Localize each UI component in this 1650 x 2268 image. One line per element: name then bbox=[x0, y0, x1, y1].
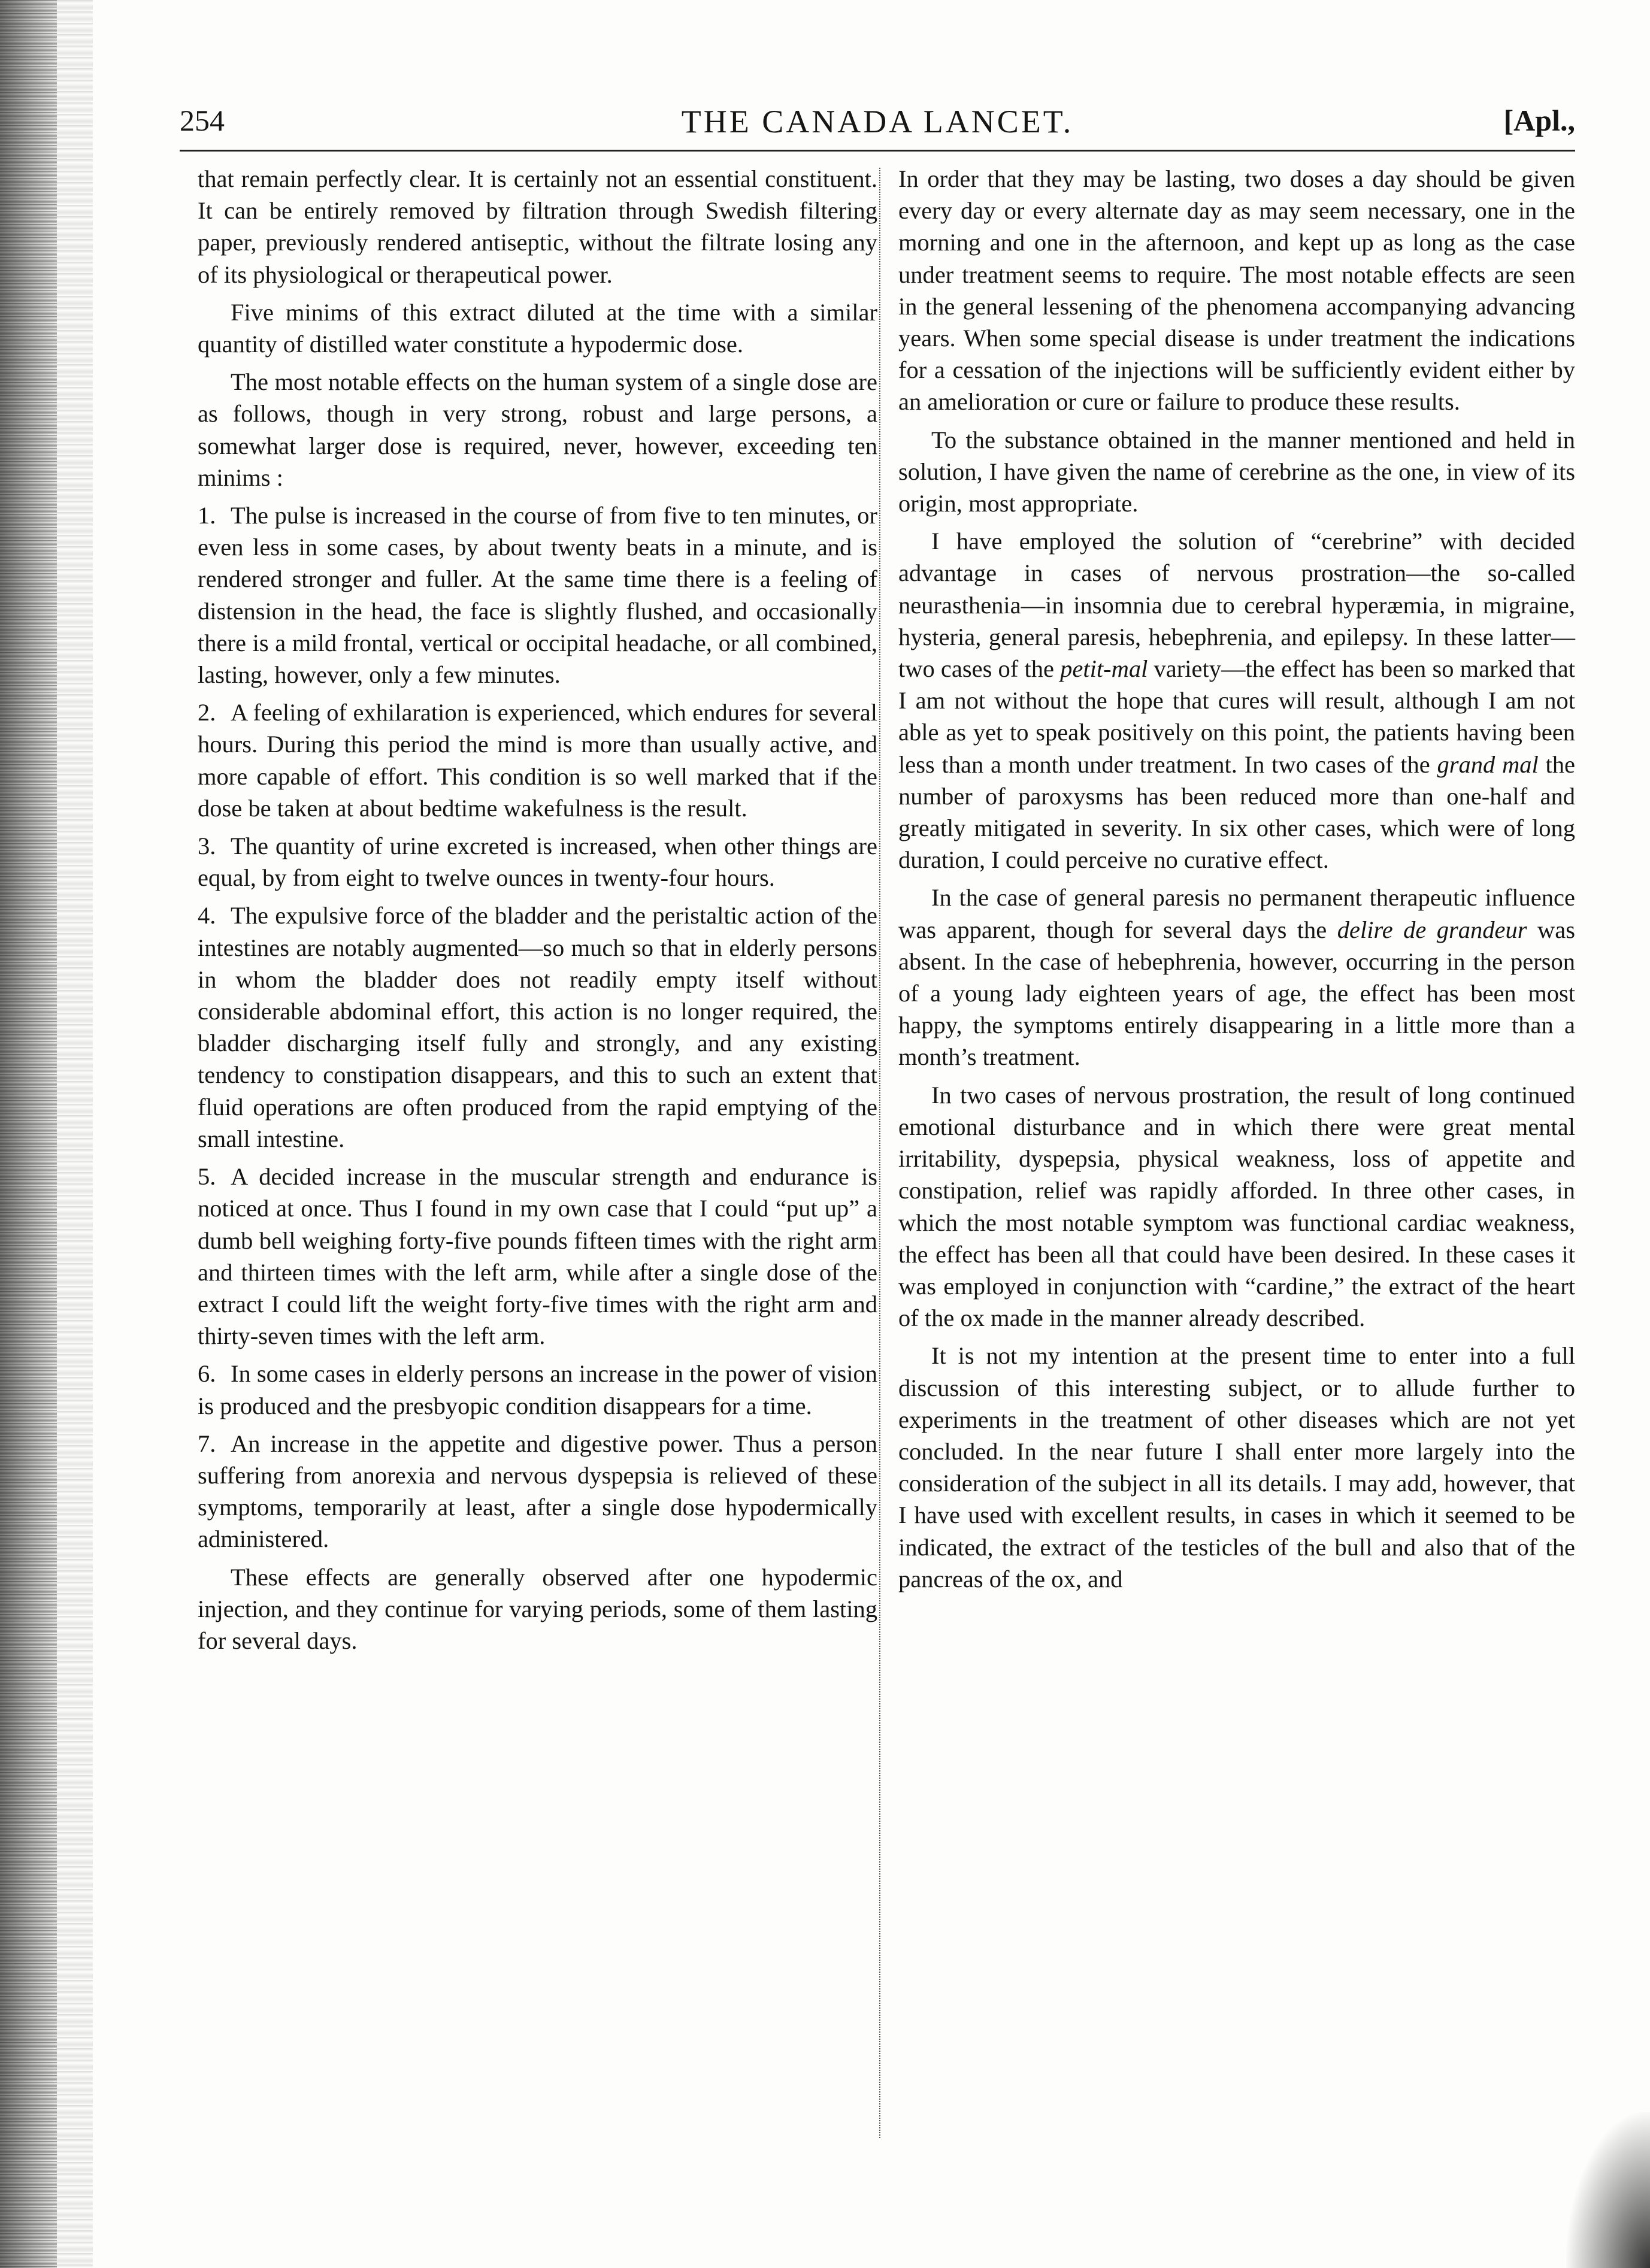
text-run: In the case of general paresis no permanent therapeutic influence was apparent, though for several days the bbox=[898, 884, 1575, 943]
text-run: was absent. In the case of hebephrenia, however, occurring in the person of a young lady eighteen years of age, the effect has been most happy, the symptoms entirely disappearing in a little more than a month’s treatment. bbox=[898, 916, 1575, 1071]
item-number: 7. bbox=[198, 1430, 216, 1457]
text-run: I have employed the solution of “cerebrine” with decided advantage in cases of nervous prostration—the so-called neurasthenia—in insomnia due to cerebral hyperæmia, in migraine, hysteria, general paresis, hebephrenia, and epilepsy. In these latter—two cases of the bbox=[898, 528, 1575, 683]
italic-term: grand mal bbox=[1437, 750, 1539, 778]
list-item bbox=[198, 1428, 877, 1555]
item-text: An increase in the appetite and digestive power. Thus a person suffering from anorexia and nervous dyspepsia is relieved of these symptoms, temporarily at least, after a single dose hypodermically administered. bbox=[198, 1430, 877, 1553]
item-number: 2. bbox=[198, 699, 216, 726]
column-divider bbox=[879, 168, 880, 2138]
item-number: 3. bbox=[198, 832, 216, 860]
item-text: The quantity of urine excreted is increased, when other things are equal, by from eight to twelve ounces in twenty-four hours. bbox=[198, 832, 877, 892]
list-item bbox=[198, 697, 877, 824]
journal-title: THE CANADA LANCET. bbox=[681, 104, 1074, 140]
issue-label: [Apl., bbox=[1503, 104, 1575, 137]
paragraph: that remain perfectly clear. It is certainly not an essential constituent. It can be entirely removed by filtration through Swedish filtering paper, previously rendered antiseptic, without the filtrate losing any of its physiological or therapeutical power. bbox=[198, 165, 877, 288]
paragraph bbox=[898, 525, 1575, 876]
item-text: A feeling of exhilaration is experienced, which endures for several hours. During this period the mind is more than usually active, and more capable of effort. This condition is so well marked that if the dose be taken at about bedtime wakefulness is the result. bbox=[198, 699, 877, 822]
item-number: 1. bbox=[198, 502, 216, 529]
item-number: 4. bbox=[198, 902, 216, 929]
paragraph: Five minims of this extract diluted at the time with a similar quantity of distilled water constitute a hypodermic dose. bbox=[198, 298, 877, 358]
item-number: 5. bbox=[198, 1163, 216, 1191]
left-column bbox=[198, 163, 877, 1663]
item-number: 6. bbox=[198, 1360, 216, 1388]
binding-edge-texture bbox=[57, 0, 93, 2268]
paragraph: It is not my intention at the present time to enter into a full discussion of this interesting subject, or to allude further to experiments in the treatment of other diseases which are not yet concluded. In the near future I shall enter more largely into the consideration of the subject in all its details. I may add, however, that I have used with excellent results, in cases in which it seemed to be indicated, the extract of the testicles of the bull and also that of the pancreas of the ox, and bbox=[898, 1342, 1575, 1592]
list-item bbox=[198, 1358, 877, 1421]
item-text: The expulsive force of the bladder and the peristaltic action of the intestines are notably augmented—so much so that in elderly persons in whom the bladder does not readily empty itself without considerable abdominal effort, this action is no longer required, the bladder discharging itself fully and strongly, and any existing tendency to constipation disappears, and this to such an extent that fluid operations are often produced from the rapid emptying of the small intestine. bbox=[198, 902, 877, 1152]
paragraph bbox=[898, 882, 1575, 1073]
paragraph: To the substance obtained in the manner mentioned and held in solution, I have given the name of cerebrine as the one, in view of its origin, most appropriate. bbox=[898, 426, 1575, 517]
paragraph: These effects are generally observed after one hypodermic injection, and they continue for varying periods, some of them lasting for several days. bbox=[198, 1563, 877, 1654]
binding-edge-shadow bbox=[0, 0, 57, 2268]
text-run: the number of paroxysms has been reduced more than one-half and greatly mitigated in severity. In six other cases, which were of long duration, I could perceive no curative effect. bbox=[898, 750, 1575, 874]
header-rule bbox=[180, 150, 1575, 152]
list-item bbox=[198, 1161, 877, 1352]
italic-term: delire de grandeur bbox=[1337, 916, 1527, 943]
item-text: A decided increase in the muscular strength and endurance is noticed at once. Thus I found in my own case that I could “put up” a dumb bell weighing forty-five pounds fifteen times with the right arm and thirteen times with the left arm, while after a single dose of the extract I could lift the weight forty-five times with the right arm and thirty-seven times with the left arm. bbox=[198, 1163, 877, 1350]
italic-term: petit-mal bbox=[1060, 655, 1148, 683]
corner-smudge bbox=[1566, 2112, 1650, 2268]
paragraph: The most notable effects on the human system of a single dose are as follows, though in very strong, robust and large persons, a somewhat larger dose is required, never, however, exceeding ten minims : bbox=[198, 368, 877, 491]
item-text: In some cases in elderly persons an increase in the power of vision is produced and the presbyopic condition disappears for a time. bbox=[198, 1360, 877, 1419]
running-header bbox=[180, 90, 1575, 144]
right-column bbox=[898, 163, 1575, 1601]
text-run: variety—the effect has been so marked that I am not without the hope that cures will result, although I am not able as yet to speak positively on this point, the patients having been less than a month under treatment. In two cases of the bbox=[898, 655, 1575, 778]
list-item bbox=[198, 900, 877, 1155]
paragraph: In two cases of nervous prostration, the result of long continued emotional disturbance and in which there were great mental irritability, dyspepsia, physical weakness, loss of appetite and constipation, relief was rapidly afforded. In three other cases, in which the most notable symptom was functional cardiac weakness, the effect has been all that could have been desired. In these cases it was employed in conjunction with “cardine,” the extract of the heart of the ox made in the manner already described. bbox=[898, 1081, 1575, 1332]
item-text: The pulse is increased in the course of from five to ten minutes, or even less in some cases, by about twenty beats in a minute, and is rendered stronger and fuller. At the same time there is a feeling of distension in the head, the face is slightly flushed, and occasionally there is a mild frontal, vertical or occipital headache, or all combined, lasting, however, only a few minutes. bbox=[198, 502, 877, 689]
list-item bbox=[198, 830, 877, 894]
page-number: 254 bbox=[180, 104, 225, 137]
list-item bbox=[198, 499, 877, 691]
paragraph: In order that they may be lasting, two doses a day should be given every day or every alternate day as may seem necessary, one in the morning and one in the afternoon, and kept up as long as the case under treatment seems to require. The most notable effects are seen in the general lessening of the phenomena accompanying advancing years. When some special disease is under treatment the indications for a cessation of the injections will be sufficiently evident either by an amelioration or cure or failure to produce these results. bbox=[898, 165, 1575, 416]
